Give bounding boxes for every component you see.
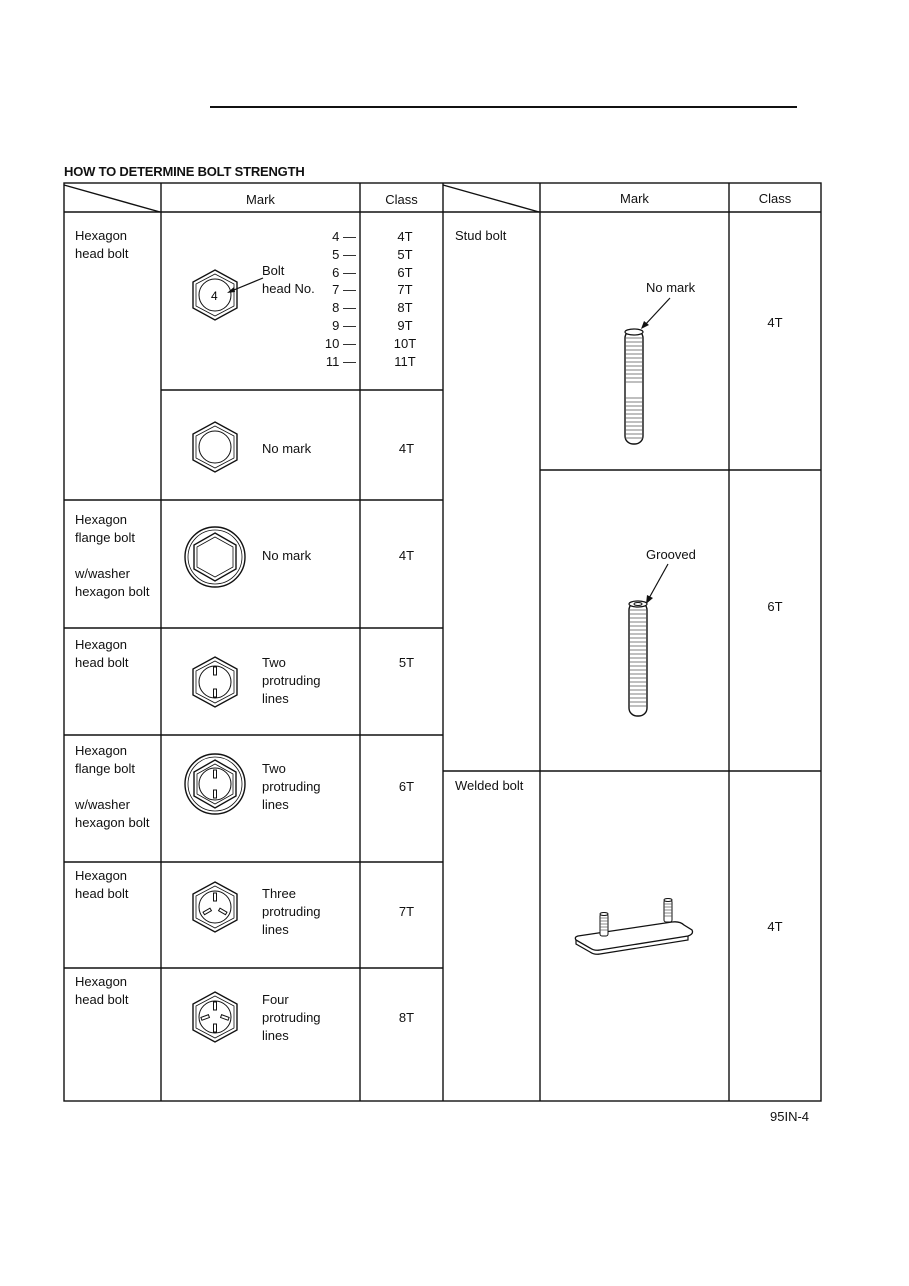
class-item: 9T [397, 317, 413, 333]
class-value: 4T [398, 548, 415, 563]
bolt-type-hexagon-flange: Hexagon flange bolt w/washer hexagon bolt [75, 743, 150, 830]
mark-description: No mark [262, 441, 312, 456]
class-value: 6T [398, 779, 415, 794]
class-value: 4T [767, 919, 783, 934]
figure-id: 95IN-4 [770, 1109, 810, 1124]
hexagon-bolt-four-lines-icon [189, 990, 241, 1046]
mark-description: Two protruding lines [262, 655, 321, 706]
hexagon-bolt-three-lines-icon [189, 880, 241, 936]
class-value: 4T [398, 441, 415, 456]
flange-bolt-two-lines-icon [183, 752, 247, 816]
number-item: 9 — [332, 317, 356, 333]
bolt-type-hexagon-flange: Hexagon flange bolt w/washer hexagon bolt [75, 512, 150, 599]
number-item: 6 — [332, 264, 356, 280]
right-mark-header: Mark [620, 191, 649, 206]
mark-description: Two protruding lines [262, 761, 321, 812]
class-value: 4T [767, 315, 783, 330]
flange-bolt-plain-icon [183, 525, 247, 589]
class-value: 7T [398, 904, 415, 919]
mark-description: No mark [262, 548, 312, 563]
class-item: 10T [393, 335, 417, 351]
number-item: 10 — [324, 335, 356, 351]
class-item: 11T [394, 353, 416, 369]
mark-description: Four protruding lines [262, 992, 321, 1043]
bolt-class-list [360, 228, 450, 370]
class-item: 7T [397, 282, 413, 298]
number-item: 8 — [332, 300, 356, 316]
bolt-type-welded: Welded bolt [455, 778, 524, 793]
mark-description: Three protruding lines [262, 886, 321, 937]
stud-grooved-label: Grooved [646, 547, 696, 562]
number-item: 7 — [332, 282, 356, 298]
class-item: 4T [397, 229, 413, 244]
right-class-header: Class [758, 191, 792, 206]
hexagon-bolt-two-lines-icon [189, 655, 241, 711]
hexagon-bolt-plain-icon [189, 420, 241, 476]
left-mark-header: Mark [246, 192, 275, 207]
class-value: 6T [767, 599, 783, 614]
class-item: 8T [397, 300, 413, 316]
stud-no-mark-label: No mark [646, 280, 696, 295]
welded-bolt-plate-icon [570, 892, 700, 958]
class-value: 8T [398, 1010, 415, 1025]
bolt-head-callout: Bolt head No. [262, 263, 315, 296]
number-item: 5 — [332, 246, 356, 262]
class-item: 6T [397, 264, 413, 280]
stud-bolt-plain-icon [620, 326, 648, 448]
bolt-type-hexagon-head: Hexagon head bolt [75, 228, 129, 261]
class-item: 5T [397, 246, 413, 262]
class-value: 5T [398, 655, 415, 670]
bolt-head-number: 4 [211, 289, 218, 303]
bolt-type-stud: Stud bolt [455, 228, 507, 243]
bolt-type-hexagon-head: Hexagon head bolt [75, 868, 129, 901]
top-rule [210, 106, 797, 108]
stud-bolt-grooved-icon [624, 598, 652, 720]
left-class-header: Class [385, 192, 418, 207]
bolt-type-hexagon-head: Hexagon head bolt [75, 637, 129, 670]
bolt-head-number-list [300, 228, 356, 370]
number-item: 11 — [325, 353, 356, 369]
page-title: HOW TO DETERMINE BOLT STRENGTH [64, 164, 305, 179]
bolt-type-hexagon-head: Hexagon head bolt [75, 974, 129, 1007]
callout-arrow-icon [225, 276, 265, 296]
number-item: 4 — [332, 229, 356, 244]
